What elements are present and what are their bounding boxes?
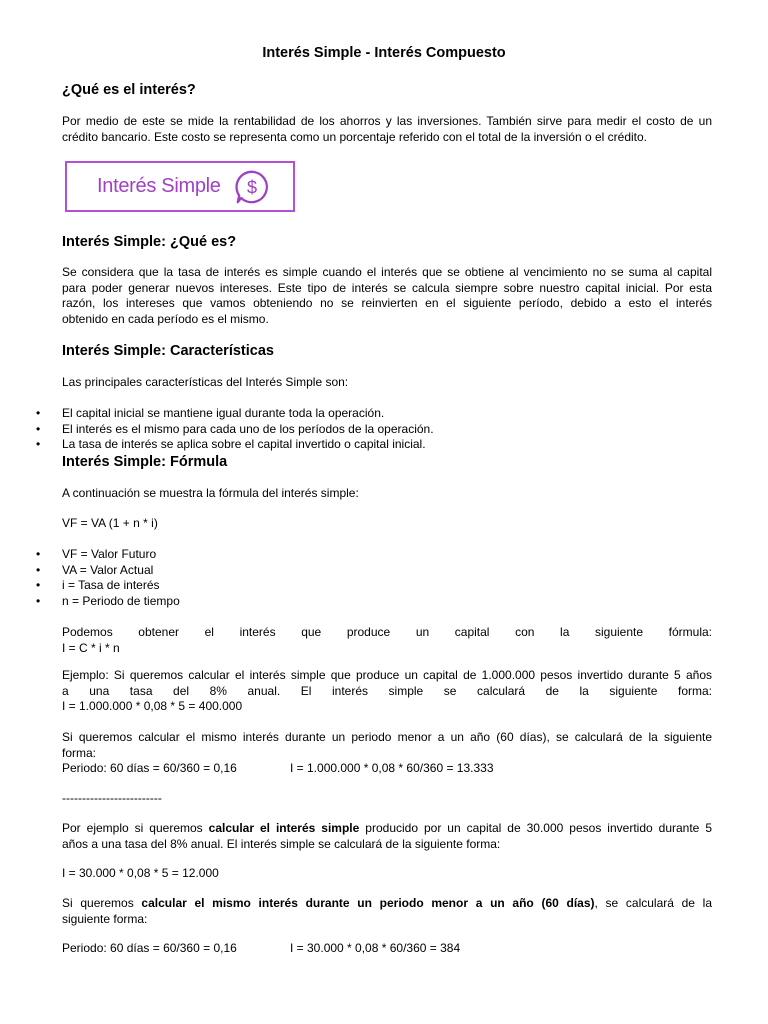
- text-line: crédito bancario. Este costo se representa como un porcentaje referido con el total de la inversión o el crédito.: [62, 129, 647, 144]
- calculation-row: [62, 941, 712, 957]
- list-item-text: n = Periodo de tiempo: [62, 593, 180, 608]
- text-line: Podemos obtener el interés que produce un capital con la siguiente fórmula:: [62, 625, 712, 639]
- bold-phrase: calcular el interés simple: [208, 821, 360, 835]
- separator-line: -------------------------: [62, 791, 162, 805]
- list-item: • i = Tasa de interés: [36, 578, 160, 592]
- text-line: siguiente forma:: [62, 911, 148, 926]
- svg-text:$: $: [246, 177, 257, 198]
- paragraph-periodo-menor-2: [62, 896, 712, 927]
- heading-caracteristicas: Interés Simple: Características: [62, 343, 274, 359]
- list-item-text: El interés es el mismo para cada uno de los períodos de la operación.: [62, 421, 434, 436]
- list-item-text: VF = Valor Futuro: [62, 547, 157, 561]
- list-item-text: VA = Valor Actual: [62, 562, 154, 577]
- text-line: años a una tasa del 8% anual. El interés simple se calculará de la siguiente forma:: [62, 836, 501, 851]
- text-line: I = C * i * n: [62, 640, 120, 655]
- text-line: Por ejemplo si queremos calcular el interés simple producido por un capital de 30.000 pesos invertido durante 5: [62, 821, 712, 835]
- list-item: • La tasa de interés se aplica sobre el capital invertido o capital inicial.: [36, 437, 426, 451]
- banner-title: Interés Simple: [97, 175, 221, 197]
- text-line: Si queremos calcular el mismo interés durante un periodo menor a un año (60 días), se calculará de la siguiente: [62, 730, 712, 744]
- list-item-text: La tasa de interés se aplica sobre el capital invertido o capital inicial.: [62, 437, 426, 451]
- list-item: • VA = Valor Actual: [36, 562, 154, 577]
- document-title: Interés Simple - Interés Compuesto: [262, 45, 506, 61]
- calculation-row-2: [62, 941, 712, 957]
- text-line: para poder generar nuevos intereses. Este tipo de interés se calcula siempre sobre nuestro capital inicial. Por esta: [62, 280, 712, 295]
- formula-variables-list: [36, 547, 716, 609]
- formula-intro: A continuación se muestra la fórmula del interés simple:: [62, 486, 359, 500]
- paragraph-ejemplo-2: [62, 821, 712, 852]
- list-item-text: i = Tasa de interés: [62, 578, 160, 592]
- list-item: • El interés es el mismo para cada uno de los períodos de la operación.: [36, 421, 434, 436]
- paragraph-que-es-el-interes: [62, 114, 712, 145]
- text-line: forma:: [62, 745, 97, 760]
- text-line: Se considera que la tasa de interés es simple cuando el interés que se obtiene al vencimiento no se suma al capital: [62, 265, 712, 279]
- interes-calc: I = 30.000 * 0,08 * 60/360 = 384: [290, 941, 461, 955]
- caracteristicas-list: [36, 406, 716, 453]
- text-line: razón, los intereses que vamos obteniendo no se reinvierten en el siguiente período, debido a esto el interés: [62, 296, 712, 310]
- text-line: Si queremos calcular el mismo interés durante un periodo menor a un año (60 días), se calculará de la: [62, 896, 712, 910]
- heading-interes-simple-que-es: Interés Simple: ¿Qué es?: [62, 234, 237, 250]
- list-item: • n = Periodo de tiempo: [36, 593, 180, 608]
- text-line: I = 1.000.000 * 0,08 * 5 = 400.000: [62, 699, 243, 713]
- list-item: • El capital inicial se mantiene igual durante toda la operación.: [36, 406, 385, 420]
- bold-phrase: calcular el mismo interés durante un periodo menor a un año (60 días): [141, 896, 595, 910]
- paragraph-formula-interes: [62, 625, 712, 656]
- caracteristicas-intro: Las principales características del Interés Simple son:: [62, 375, 349, 389]
- formula-main: VF = VA (1 + n * i): [62, 516, 158, 530]
- text-line: a una tasa del 8% anual. El interés simple se calculará de la siguiente forma:: [62, 683, 712, 698]
- text-line: obtenido en cada período es el mismo.: [62, 311, 269, 326]
- list-item-text: El capital inicial se mantiene igual durante toda la operación.: [62, 406, 385, 420]
- text-line: Por medio de este se mide la rentabilidad de los ahorros y las inversiones. También sirve para medir el costo de un: [62, 114, 712, 128]
- calculation-result-1: I = 30.000 * 0,08 * 5 = 12.000: [62, 866, 219, 880]
- calculation-row: [62, 761, 712, 777]
- paragraph-periodo-menor-1: [62, 730, 712, 777]
- text-line: Ejemplo: Si queremos calcular el interés simple que produce un capital de 1.000.000 pesos invertido durante 5 años: [62, 668, 712, 682]
- periodo-calc: Periodo: 60 días = 60/360 = 0,16: [62, 941, 237, 955]
- interes-simple-banner: [65, 161, 295, 212]
- dollar-chat-icon: [233, 168, 271, 206]
- paragraph-interes-simple-que-es: [62, 265, 712, 327]
- paragraph-ejemplo-1: [62, 668, 712, 715]
- list-item: • VF = Valor Futuro: [36, 547, 157, 561]
- interes-calc: I = 1.000.000 * 0,08 * 60/360 = 13.333: [290, 761, 494, 775]
- heading-que-es-el-interes: ¿Qué es el interés?: [62, 82, 196, 98]
- periodo-calc: Periodo: 60 días = 60/360 = 0,16: [62, 761, 237, 775]
- heading-formula: Interés Simple: Fórmula: [62, 454, 228, 470]
